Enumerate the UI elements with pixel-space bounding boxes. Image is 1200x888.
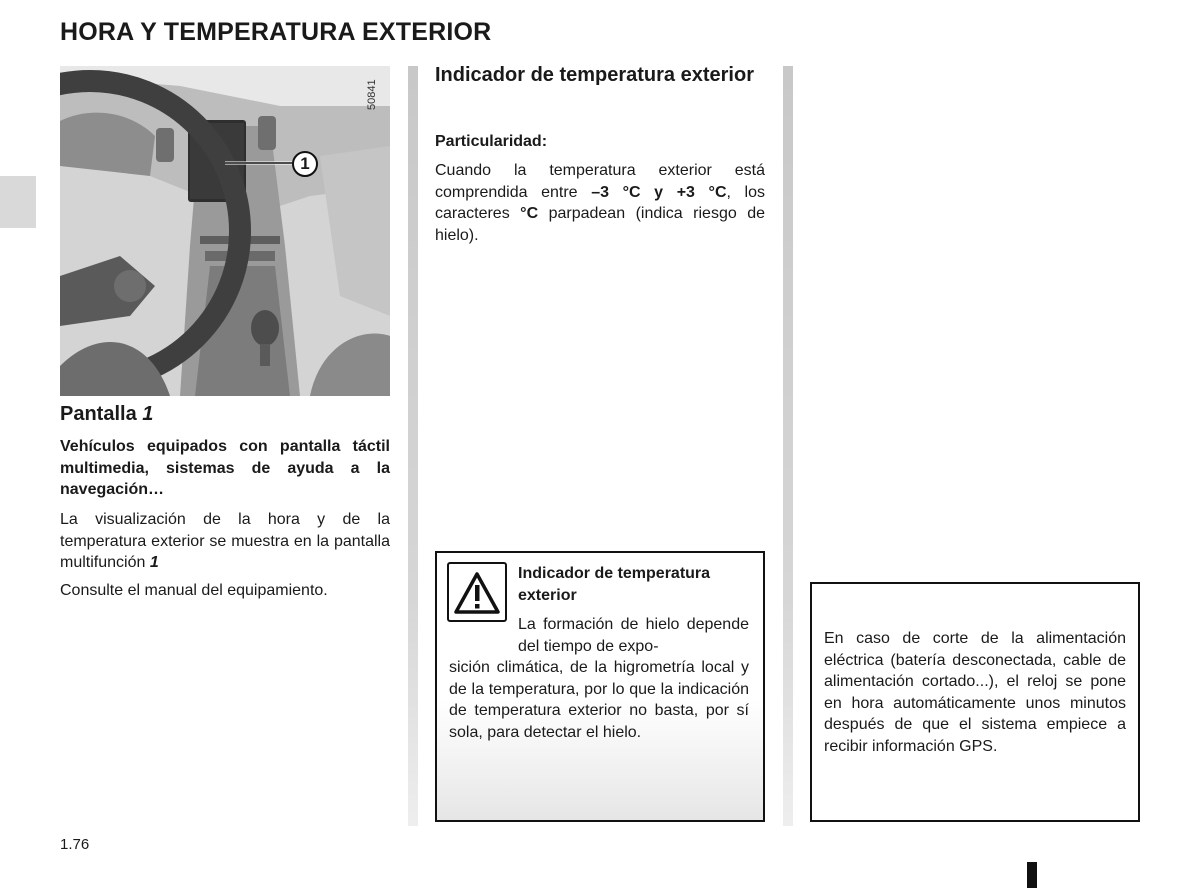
heading-text: Pantalla <box>60 403 143 425</box>
ice-risk-text-mid: , los caracteres <box>435 183 766 222</box>
section-thumb-tab <box>0 176 36 228</box>
column-divider-right <box>783 66 793 826</box>
warning-text-indent: La formación de hielo depende del tiempo de expo- <box>518 616 749 655</box>
power-cut-note: En caso de corte de la alimentación eléctrica (batería desconectada, cable de alimentación cortado...), el reloj se pone en hora automáticamente unos minutos después de que el sistema empiece a recibir información GPS. <box>824 630 1126 755</box>
temperature-unit: °C <box>520 205 539 222</box>
callout-number: 1 <box>292 151 318 177</box>
manual-reference: Consulte el manual del equipamiento. <box>60 582 328 599</box>
end-of-section-mark <box>1027 862 1037 888</box>
dashboard-photo <box>60 66 390 396</box>
page-number: 1.76 <box>60 836 90 853</box>
section-heading-temperature: Indicador de temperatura exterior <box>435 64 754 86</box>
image-code: 50841 <box>366 79 378 111</box>
warning-title: Indicador de temperatura exterior <box>518 565 711 604</box>
display-description-ref: 1 <box>149 554 159 571</box>
page-title: HORA Y TEMPERATURA EXTERIOR <box>60 18 492 46</box>
heading-number: 1 <box>142 403 154 425</box>
temperature-range: –3 °C y +3 °C <box>591 183 727 201</box>
display-description-text: La visualización de la hora y de la temperatura exterior se muestra en la pantalla multifunción <box>60 511 390 571</box>
display-description <box>60 509 390 574</box>
warning-icon-frame <box>447 562 507 622</box>
section-heading-pantalla <box>60 402 390 427</box>
warning-triangle-icon <box>453 571 501 615</box>
particularity-label: Particularidad: <box>435 133 548 150</box>
ice-risk-text-before: Cuando la temperatura exterior está comprendida entre <box>435 162 765 201</box>
warning-text: sición climática, de la higrometría local y de la temperatura, por lo que la indicación de temperatura exterior no basta, por sí sola, para detectar el hielo. <box>449 659 749 741</box>
vehicle-equipment-note: Vehículos equipados con pantalla táctil multimedia, sistemas de ayuda a la navegación… <box>60 438 390 498</box>
ice-risk-text-after: parpadean (indica riesgo de hielo). <box>435 205 766 244</box>
column-divider-left <box>408 66 418 826</box>
ice-risk-paragraph <box>435 160 765 246</box>
